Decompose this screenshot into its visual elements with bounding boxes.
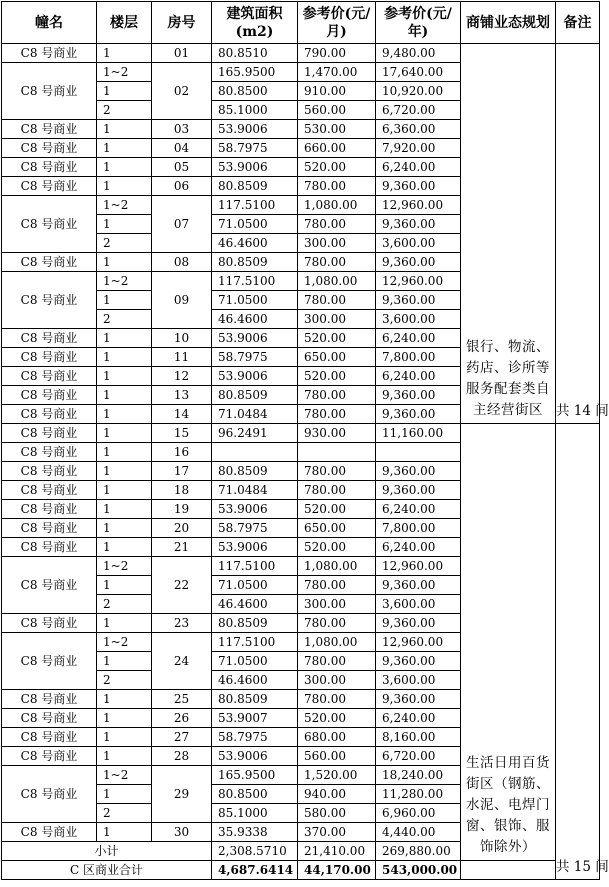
monthly-price-cell: 1,080.00 <box>298 557 376 576</box>
yearly-price-cell: 12,960.00 <box>376 557 461 576</box>
total-area: 4,687.6414 <box>212 861 298 880</box>
total-monthly: 44,170.00 <box>298 861 376 880</box>
room-number-cell: 11 <box>152 348 212 367</box>
monthly-price-cell: 520.00 <box>298 367 376 386</box>
building-name-cell: C8 号商业 <box>2 386 97 405</box>
floor-cell: 1~2 <box>97 633 152 652</box>
yearly-price-cell: 9,360.00 <box>376 481 461 500</box>
yearly-price-cell: 10,920.00 <box>376 82 461 101</box>
yearly-price-cell: 3,600.00 <box>376 671 461 690</box>
total-label: C 区商业合计 <box>2 861 212 880</box>
room-number-cell: 06 <box>152 177 212 196</box>
building-name-cell: C8 号商业 <box>2 500 97 519</box>
building-name-cell: C8 号商业 <box>2 823 97 842</box>
monthly-price-cell: 780.00 <box>298 462 376 481</box>
area-cell: 58.7975 <box>212 348 298 367</box>
room-number-cell: 22 <box>152 557 212 614</box>
building-name-cell: C8 号商业 <box>2 253 97 272</box>
yearly-price-cell: 9,360.00 <box>376 253 461 272</box>
area-cell: 53.9006 <box>212 367 298 386</box>
floor-cell: 2 <box>97 804 152 823</box>
floor-cell: 1 <box>97 367 152 386</box>
floor-cell: 1 <box>97 747 152 766</box>
monthly-price-cell: 780.00 <box>298 253 376 272</box>
subtotal-yearly: 269,880.00 <box>376 842 461 861</box>
building-name-cell: C8 号商业 <box>2 158 97 177</box>
room-number-cell: 19 <box>152 500 212 519</box>
header-floor: 楼层 <box>97 2 152 44</box>
monthly-price-cell: 780.00 <box>298 291 376 310</box>
floor-cell: 2 <box>97 671 152 690</box>
room-number-cell: 05 <box>152 158 212 177</box>
room-number-cell: 20 <box>152 519 212 538</box>
floor-cell: 1 <box>97 519 152 538</box>
floor-cell: 1 <box>97 44 152 63</box>
room-number-cell: 04 <box>152 139 212 158</box>
subtotal-monthly: 21,410.00 <box>298 842 376 861</box>
building-name-cell: C8 号商业 <box>2 63 97 120</box>
floor-cell: 1 <box>97 215 152 234</box>
monthly-price-cell: 530.00 <box>298 120 376 139</box>
yearly-price-cell: 6,240.00 <box>376 329 461 348</box>
area-cell: 165.9500 <box>212 63 298 82</box>
building-name-cell: C8 号商业 <box>2 424 97 443</box>
building-name-cell: C8 号商业 <box>2 348 97 367</box>
area-cell: 80.8500 <box>212 785 298 804</box>
area-cell: 58.7975 <box>212 728 298 747</box>
floor-cell: 1 <box>97 139 152 158</box>
monthly-price-cell: 1,080.00 <box>298 633 376 652</box>
room-number-cell: 03 <box>152 120 212 139</box>
floor-cell: 1~2 <box>97 766 152 785</box>
yearly-price-cell: 9,360.00 <box>376 462 461 481</box>
room-number-cell: 14 <box>152 405 212 424</box>
room-number-cell: 26 <box>152 709 212 728</box>
floor-cell: 1 <box>97 253 152 272</box>
business-plan-cell: 生活日用百货街区（钢筋、水泥、电焊门窗、银饰、服饰除外） <box>461 424 556 861</box>
yearly-price-cell: 6,240.00 <box>376 158 461 177</box>
table-row <box>2 424 600 443</box>
monthly-price-cell: 650.00 <box>298 348 376 367</box>
room-number-cell: 15 <box>152 424 212 443</box>
room-number-cell: 09 <box>152 272 212 329</box>
remark-cell: 共 14 间 <box>556 44 600 424</box>
room-number-cell: 24 <box>152 633 212 690</box>
building-name-cell: C8 号商业 <box>2 519 97 538</box>
floor-cell: 1~2 <box>97 272 152 291</box>
total-yearly: 543,000.00 <box>376 861 461 880</box>
area-cell: 46.4600 <box>212 671 298 690</box>
floor-cell: 1 <box>97 500 152 519</box>
business-plan-cell: 银行、物流、药店、诊所等服务配套类自主经营街区 <box>461 44 556 424</box>
floor-cell: 1 <box>97 424 152 443</box>
floor-cell: 1 <box>97 614 152 633</box>
floor-cell: 1 <box>97 690 152 709</box>
building-name-cell: C8 号商业 <box>2 405 97 424</box>
floor-cell: 1 <box>97 538 152 557</box>
building-name-cell: C8 号商业 <box>2 367 97 386</box>
floor-cell: 2 <box>97 310 152 329</box>
yearly-price-cell: 7,800.00 <box>376 348 461 367</box>
area-cell: 80.8509 <box>212 386 298 405</box>
room-number-cell: 28 <box>152 747 212 766</box>
monthly-price-cell: 780.00 <box>298 576 376 595</box>
area-cell: 71.0500 <box>212 215 298 234</box>
yearly-price-cell: 3,600.00 <box>376 234 461 253</box>
area-cell: 71.0500 <box>212 652 298 671</box>
floor-cell: 1 <box>97 823 152 842</box>
area-cell <box>212 443 298 462</box>
building-name-cell: C8 号商业 <box>2 557 97 614</box>
yearly-price-cell: 6,240.00 <box>376 538 461 557</box>
area-cell: 71.0500 <box>212 291 298 310</box>
area-cell: 117.5100 <box>212 557 298 576</box>
area-cell: 71.0500 <box>212 576 298 595</box>
area-cell: 117.5100 <box>212 196 298 215</box>
area-cell: 53.9006 <box>212 158 298 177</box>
monthly-price-cell: 780.00 <box>298 215 376 234</box>
yearly-price-cell: 6,240.00 <box>376 367 461 386</box>
total-row <box>2 861 600 880</box>
floor-cell: 1 <box>97 291 152 310</box>
monthly-price-cell: 370.00 <box>298 823 376 842</box>
room-number-cell: 21 <box>152 538 212 557</box>
area-cell: 35.9338 <box>212 823 298 842</box>
area-cell: 46.4600 <box>212 310 298 329</box>
area-cell: 53.9007 <box>212 709 298 728</box>
room-number-cell: 23 <box>152 614 212 633</box>
room-number-cell: 27 <box>152 728 212 747</box>
yearly-price-cell: 7,920.00 <box>376 139 461 158</box>
area-cell: 80.8510 <box>212 44 298 63</box>
yearly-price-cell: 9,360.00 <box>376 215 461 234</box>
monthly-price-cell: 780.00 <box>298 614 376 633</box>
area-cell: 85.1000 <box>212 804 298 823</box>
yearly-price-cell: 9,360.00 <box>376 177 461 196</box>
monthly-price-cell: 300.00 <box>298 310 376 329</box>
monthly-price-cell: 560.00 <box>298 101 376 120</box>
monthly-price-cell: 780.00 <box>298 481 376 500</box>
floor-cell: 1 <box>97 158 152 177</box>
building-name-cell: C8 号商业 <box>2 481 97 500</box>
monthly-price-cell <box>298 443 376 462</box>
floor-cell: 1 <box>97 785 152 804</box>
area-cell: 53.9006 <box>212 329 298 348</box>
subtotal-area: 2,308.5710 <box>212 842 298 861</box>
header-remark: 备注 <box>556 2 600 44</box>
building-name-cell: C8 号商业 <box>2 443 97 462</box>
area-cell: 80.8509 <box>212 690 298 709</box>
yearly-price-cell: 9,480.00 <box>376 44 461 63</box>
floor-cell: 1 <box>97 348 152 367</box>
monthly-price-cell: 910.00 <box>298 82 376 101</box>
floor-cell: 1~2 <box>97 63 152 82</box>
room-number-cell: 13 <box>152 386 212 405</box>
yearly-price-cell: 9,360.00 <box>376 405 461 424</box>
building-name-cell: C8 号商业 <box>2 120 97 139</box>
yearly-price-cell: 4,440.00 <box>376 823 461 842</box>
yearly-price-cell: 9,360.00 <box>376 614 461 633</box>
monthly-price-cell: 780.00 <box>298 386 376 405</box>
monthly-price-cell: 780.00 <box>298 405 376 424</box>
yearly-price-cell: 12,960.00 <box>376 196 461 215</box>
monthly-price-cell: 940.00 <box>298 785 376 804</box>
yearly-price-cell: 6,960.00 <box>376 804 461 823</box>
building-name-cell: C8 号商业 <box>2 538 97 557</box>
building-name-cell: C8 号商业 <box>2 747 97 766</box>
monthly-price-cell: 650.00 <box>298 519 376 538</box>
floor-cell: 1 <box>97 177 152 196</box>
room-number-cell: 17 <box>152 462 212 481</box>
monthly-price-cell: 1,470.00 <box>298 63 376 82</box>
room-number-cell: 07 <box>152 196 212 253</box>
yearly-price-cell: 6,360.00 <box>376 120 461 139</box>
room-number-cell: 16 <box>152 443 212 462</box>
yearly-price-cell: 9,360.00 <box>376 690 461 709</box>
yearly-price-cell: 18,240.00 <box>376 766 461 785</box>
building-name-cell: C8 号商业 <box>2 462 97 481</box>
building-name-cell: C8 号商业 <box>2 177 97 196</box>
yearly-price-cell: 9,360.00 <box>376 652 461 671</box>
monthly-price-cell: 660.00 <box>298 139 376 158</box>
building-name-cell: C8 号商业 <box>2 614 97 633</box>
room-number-cell: 25 <box>152 690 212 709</box>
subtotal-label: 小计 <box>2 842 212 861</box>
yearly-price-cell: 8,160.00 <box>376 728 461 747</box>
floor-cell: 1 <box>97 120 152 139</box>
building-name-cell: C8 号商业 <box>2 139 97 158</box>
area-cell: 80.8509 <box>212 177 298 196</box>
monthly-price-cell: 520.00 <box>298 158 376 177</box>
area-cell: 80.8509 <box>212 614 298 633</box>
yearly-price-cell: 9,360.00 <box>376 576 461 595</box>
monthly-price-cell: 680.00 <box>298 728 376 747</box>
building-name-cell: C8 号商业 <box>2 44 97 63</box>
yearly-price-cell: 12,960.00 <box>376 272 461 291</box>
header-price-year: 参考价(元/年) <box>376 2 461 44</box>
header-price-month: 参考价(元/月) <box>298 2 376 44</box>
floor-cell: 1 <box>97 576 152 595</box>
monthly-price-cell: 930.00 <box>298 424 376 443</box>
building-name-cell: C8 号商业 <box>2 633 97 690</box>
floor-cell: 2 <box>97 595 152 614</box>
header-row <box>2 2 600 44</box>
yearly-price-cell: 9,360.00 <box>376 386 461 405</box>
room-number-cell: 12 <box>152 367 212 386</box>
table-body <box>2 44 609 880</box>
building-name-cell: C8 号商业 <box>2 272 97 329</box>
floor-cell: 1 <box>97 481 152 500</box>
floor-cell: 1~2 <box>97 196 152 215</box>
room-number-cell: 08 <box>152 253 212 272</box>
floor-cell: 1 <box>97 386 152 405</box>
header-room: 房号 <box>152 2 212 44</box>
header-area: 建筑面积(m2) <box>212 2 298 44</box>
area-cell: 71.0484 <box>212 405 298 424</box>
room-number-cell: 02 <box>152 63 212 120</box>
monthly-price-cell: 300.00 <box>298 671 376 690</box>
floor-cell: 1 <box>97 709 152 728</box>
area-cell: 53.9006 <box>212 538 298 557</box>
monthly-price-cell: 560.00 <box>298 747 376 766</box>
monthly-price-cell: 780.00 <box>298 652 376 671</box>
monthly-price-cell: 780.00 <box>298 177 376 196</box>
monthly-price-cell: 780.00 <box>298 690 376 709</box>
room-number-cell: 18 <box>152 481 212 500</box>
monthly-price-cell: 1,080.00 <box>298 272 376 291</box>
building-name-cell: C8 号商业 <box>2 329 97 348</box>
floor-cell: 1 <box>97 728 152 747</box>
monthly-price-cell: 1,080.00 <box>298 196 376 215</box>
yearly-price-cell: 11,160.00 <box>376 424 461 443</box>
building-name-cell: C8 号商业 <box>2 766 97 823</box>
yearly-price-cell: 3,600.00 <box>376 595 461 614</box>
floor-cell: 1 <box>97 462 152 481</box>
yearly-price-cell <box>376 443 461 462</box>
area-cell: 58.7975 <box>212 519 298 538</box>
monthly-price-cell: 1,520.00 <box>298 766 376 785</box>
commercial-rent-table <box>1 1 609 880</box>
yearly-price-cell: 9,360.00 <box>376 291 461 310</box>
area-cell: 85.1000 <box>212 101 298 120</box>
area-cell: 117.5100 <box>212 633 298 652</box>
yearly-price-cell: 7,800.00 <box>376 519 461 538</box>
floor-cell: 1 <box>97 82 152 101</box>
monthly-price-cell: 520.00 <box>298 709 376 728</box>
area-cell: 53.9006 <box>212 120 298 139</box>
floor-cell: 1 <box>97 405 152 424</box>
table-row <box>2 44 600 63</box>
floor-cell: 1 <box>97 652 152 671</box>
monthly-price-cell: 520.00 <box>298 538 376 557</box>
monthly-price-cell: 520.00 <box>298 329 376 348</box>
building-name-cell: C8 号商业 <box>2 709 97 728</box>
total-plan-empty <box>461 861 556 880</box>
yearly-price-cell: 6,720.00 <box>376 747 461 766</box>
room-number-cell: 30 <box>152 823 212 842</box>
area-cell: 117.5100 <box>212 272 298 291</box>
room-number-cell: 01 <box>152 44 212 63</box>
monthly-price-cell: 580.00 <box>298 804 376 823</box>
area-cell: 53.9006 <box>212 747 298 766</box>
area-cell: 80.8509 <box>212 253 298 272</box>
room-number-cell: 10 <box>152 329 212 348</box>
room-number-cell: 29 <box>152 766 212 823</box>
yearly-price-cell: 17,640.00 <box>376 63 461 82</box>
header-building: 幢名 <box>2 2 97 44</box>
monthly-price-cell: 790.00 <box>298 44 376 63</box>
yearly-price-cell: 11,280.00 <box>376 785 461 804</box>
yearly-price-cell: 6,240.00 <box>376 709 461 728</box>
building-name-cell: C8 号商业 <box>2 196 97 253</box>
floor-cell: 2 <box>97 101 152 120</box>
remark-cell: 共 15 间 <box>556 424 600 880</box>
floor-cell: 2 <box>97 234 152 253</box>
header-plan: 商铺业态规划 <box>461 2 556 44</box>
area-cell: 80.8500 <box>212 82 298 101</box>
area-cell: 96.2491 <box>212 424 298 443</box>
floor-cell: 1 <box>97 329 152 348</box>
monthly-price-cell: 520.00 <box>298 500 376 519</box>
yearly-price-cell: 6,240.00 <box>376 500 461 519</box>
monthly-price-cell: 300.00 <box>298 595 376 614</box>
yearly-price-cell: 3,600.00 <box>376 310 461 329</box>
area-cell: 165.9500 <box>212 766 298 785</box>
floor-cell: 1~2 <box>97 557 152 576</box>
area-cell: 53.9006 <box>212 500 298 519</box>
building-name-cell: C8 号商业 <box>2 690 97 709</box>
monthly-price-cell: 300.00 <box>298 234 376 253</box>
area-cell: 80.8509 <box>212 462 298 481</box>
building-name-cell: C8 号商业 <box>2 728 97 747</box>
floor-cell: 1 <box>97 443 152 462</box>
area-cell: 58.7975 <box>212 139 298 158</box>
area-cell: 71.0484 <box>212 481 298 500</box>
yearly-price-cell: 6,720.00 <box>376 101 461 120</box>
area-cell: 46.4600 <box>212 234 298 253</box>
area-cell: 46.4600 <box>212 595 298 614</box>
yearly-price-cell: 12,960.00 <box>376 633 461 652</box>
